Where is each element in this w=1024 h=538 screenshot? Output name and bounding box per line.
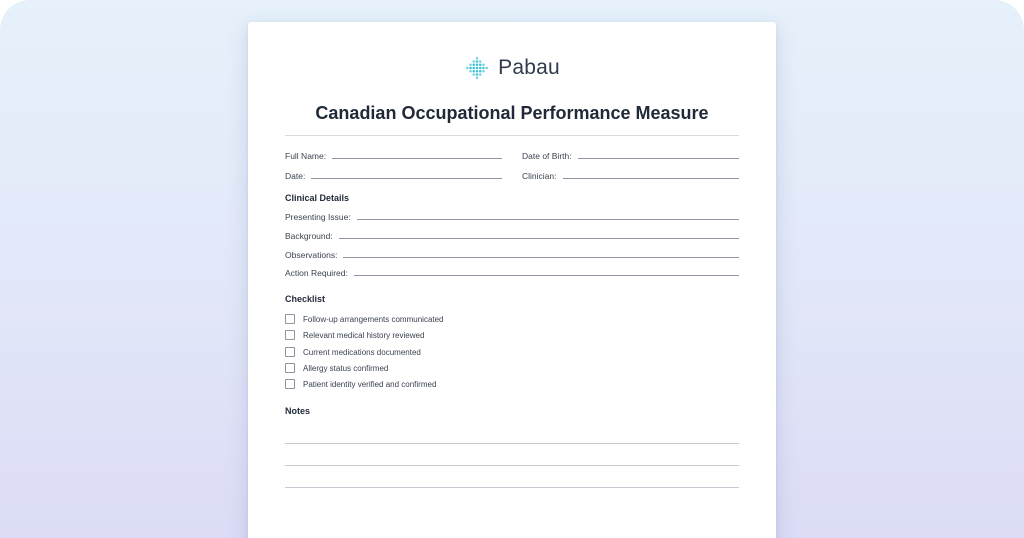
checkbox[interactable] [285,330,295,340]
checkbox[interactable] [285,363,295,373]
notes-heading: Notes [285,406,311,416]
checklist-item-label: Follow-up arrangements communicated [303,314,444,324]
logo-dot [473,70,476,73]
logo-dot [479,70,482,73]
dob-label: Date of Birth: [522,151,572,161]
logo-dot [476,57,479,60]
logo-dot [473,64,476,67]
full-name-label: Full Name: [285,151,327,161]
logo-dot [476,60,479,63]
logo-dot [473,67,476,70]
background-field[interactable] [285,231,739,241]
logo-dot [469,64,472,67]
logo-dot [479,73,482,76]
logo-dot [479,67,482,70]
form-document [248,22,776,538]
checklist-item[interactable] [285,347,421,357]
checkbox[interactable] [285,347,295,357]
background-line[interactable] [339,238,739,239]
logo-dot [466,67,469,70]
checkbox[interactable] [285,314,295,324]
date-field[interactable] [285,171,502,181]
notes-line[interactable] [285,465,739,466]
clinician-field[interactable] [522,171,739,181]
logo-dot [469,70,472,73]
pabau-diamond-icon [464,55,490,81]
checklist-item-label: Relevant medical history reviewed [303,330,425,340]
presenting-issue-line[interactable] [357,219,739,220]
presenting-issue-field[interactable] [285,212,739,222]
clinical-details-heading: Clinical Details [285,193,350,203]
date-label: Date: [285,171,306,181]
logo-dot [479,60,482,63]
page-title: Canadian Occupational Performance Measure [315,103,709,123]
logo-dot [486,67,489,70]
full-name-field[interactable] [285,151,502,161]
clinician-line[interactable] [563,178,740,179]
checkbox[interactable] [285,379,295,389]
logo-dot [479,64,482,67]
logo-dot [482,67,485,70]
action-required-line[interactable] [354,275,739,276]
logo-dot [476,67,479,70]
presenting-issue-label: Presenting Issue: [285,212,351,222]
checklist-item[interactable] [285,330,424,340]
background-label: Background: [285,231,333,241]
full-name-line[interactable] [332,158,502,159]
checklist-heading: Checklist [285,294,326,304]
clinician-label: Clinician: [522,171,557,181]
observations-field[interactable] [285,250,739,260]
observations-line[interactable] [343,257,739,258]
logo-dot [469,67,472,70]
checklist-item-label: Allergy status confirmed [303,363,389,373]
title-divider [285,135,739,136]
date-line[interactable] [311,178,502,179]
logo-dot [476,76,479,79]
logo-dot [482,70,485,73]
checklist-item[interactable] [285,379,436,389]
logo-dot [476,64,479,67]
dob-line[interactable] [578,158,739,159]
logo-dot [473,60,476,63]
observations-label: Observations: [285,250,338,260]
brand-name: Pabau [498,56,560,79]
notes-line[interactable] [285,487,739,488]
notes-line[interactable] [285,443,739,444]
checklist-item-label: Patient identity verified and confirmed [303,379,437,389]
checklist-item-label: Current medications documented [303,347,421,357]
logo-dot [482,64,485,67]
action-required-label: Action Required: [285,268,348,278]
dob-field[interactable] [522,151,739,161]
checklist-item[interactable] [285,314,444,324]
action-required-field[interactable] [285,268,739,278]
logo-dot [476,73,479,76]
checklist-item[interactable] [285,363,388,373]
brand-logo [248,55,776,81]
logo-dot [476,70,479,73]
logo-dot [473,73,476,76]
